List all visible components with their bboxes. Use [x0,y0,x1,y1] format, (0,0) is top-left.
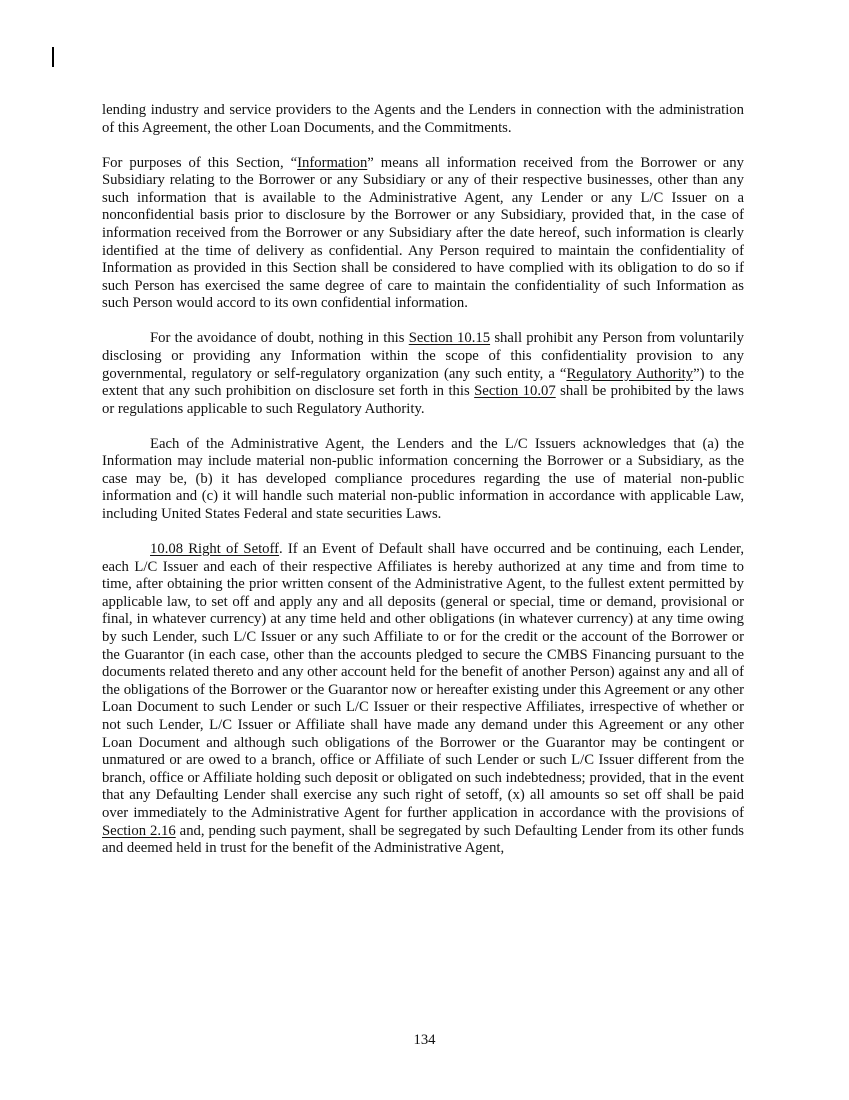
revision-bar [52,47,54,67]
section-ref-10-15[interactable]: Section 10.15 [408,330,491,347]
section-ref-2-16[interactable]: Section 2.16 [102,822,176,839]
section-ref-10-07[interactable]: Section 10.07 [474,383,556,400]
paragraph-information-definition: For purposes of this Section, “Information” means all information received from the Borrower or any Subsidiary relating to the Borrower or any Subsidiary or any of their respective businesses, other than any such information that is available to the Administrative Agent, any Lender or any L/C Issuer on a nonconfidential basis prior to disclosure by the Borrower or any Subsidiary, provided that, in the case of information received from the Borrower or any Subsidiary after the date hereof, such information is clearly identified at the time of delivery as confidential. Any Person required to maintain the confidentiality of Information as provided in this Section shall be considered to have complied with its obligation to do so if such Person has exercised the same degree of care to maintain the confidentiality of such Information as such Person would accord to its own confidential information. [102,154,744,312]
document-body [102,102,744,875]
paragraph-1: lending industry and service providers to the Agents and the Lenders in connection with the administration of this Agreement, the other Loan Documents, and the Commitments. [102,102,744,136]
defined-term-regulatory-authority: Regulatory Authority [566,365,694,382]
defined-term-information: Information [297,154,368,171]
paragraph-acknowledgement: Each of the Administrative Agent, the Lenders and the L/C Issuers acknowledges that (a) the Information may include material non-public information concerning the Borrower or a Subsidiary, as the case may be, (b) it has developed compliance procedures regarding the use of material non-public information and (c) it will handle such material non-public information in accordance with applicable Law, including United States Federal and state securities Laws. [102,435,744,523]
page-number: 134 [413,1032,436,1048]
section-heading-10-08: 10.08 Right of Setoff [150,541,280,558]
paragraph-right-of-setoff: 10.08 Right of Setoff. If an Event of Default shall have occurred and be continuing, each Lender, each L/C Issuer and each of their respective Affiliates is hereby authorized at any time and from time to time, after obtaining the prior written consent of the Administrative Agent, to the fullest extent permitted by applicable law, to set off and apply any and all deposits (general or special, time or demand, provisional or final, in whatever currency) at any time held and other obligations (in whatever currency) at any time owing by such Lender, such L/C Issuer or any such Affiliate to or for the credit or the account of the Borrower or the Guarantor (in each case, other than the accounts pledged to secure the CMBS Financing pursuant to the documents related thereto and any other account held for the benefit of another Person) against any and all of the obligations of the Borrower or the Guarantor now or hereafter existing under this Agreement or any other Loan Document to such Lender or such L/C Issuer or their respective Affiliates, irrespective of whether or not such Lender, L/C Issuer or Affiliate shall have made any demand under this Agreement or any other Loan Document and although such obligations of the Borrower or the Guarantor may be contingent or unmatured or are owed to a branch, office or Affiliate of such Lender or such L/C Issuer different from the branch, office or Affiliate holding such deposit or obligated on such indebtedness; provided, that in the event that any Defaulting Lender shall exercise any such right of setoff, (x) all amounts so set off shall be paid over immediately to the Administrative Agent for further application in accordance with the provisions of Section 2.16 and, pending such payment, shall be segregated by such Defaulting Lender from its other funds and deemed held in trust for the benefit of the Administrative Agent, [102,541,744,857]
paragraph-avoidance-of-doubt: For the avoidance of doubt, nothing in this Section 10.15 shall prohibit any Person from voluntarily disclosing or providing any Information within the scope of this confidentiality provision to any governmental, regulatory or self-regulatory organization (any such entity, a “Regulatory Authority”) to the extent that any such prohibition on disclosure set forth in this Section 10.07 shall be prohibited by the laws or regulations applicable to such Regulatory Authority. [102,330,744,417]
